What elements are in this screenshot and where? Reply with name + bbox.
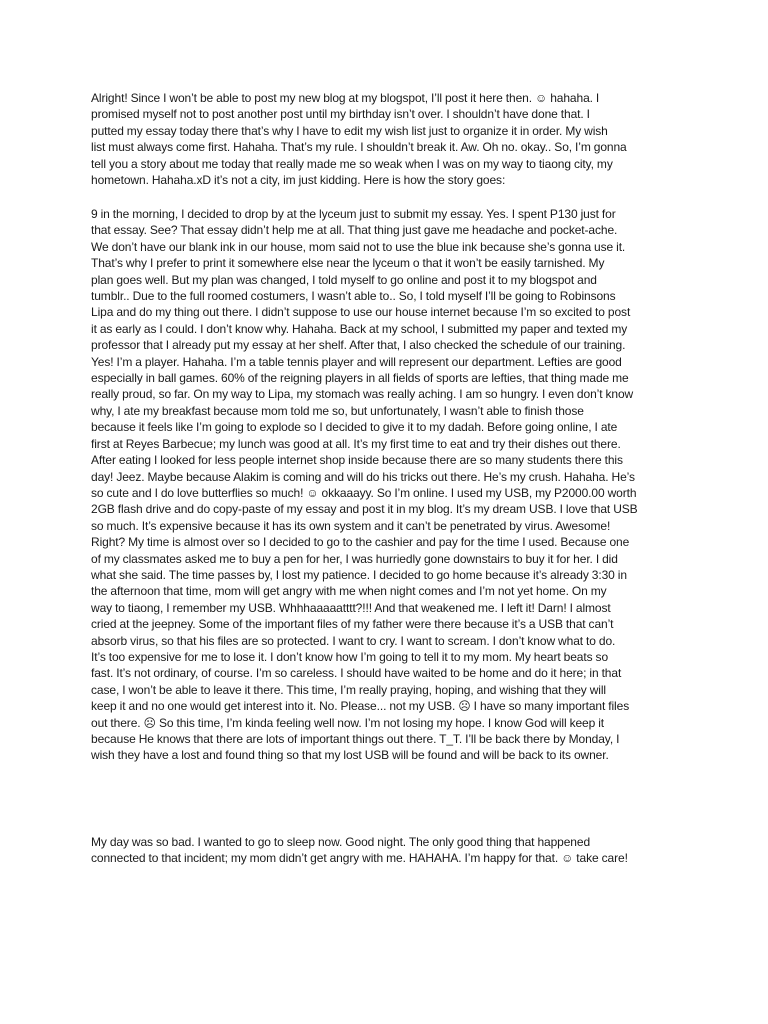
paragraph-story: 9 in the morning, I decided to drop by at the lyceum just to submit my essay. Yes. I spent P130 just for that essay. See? That essay didn’t help me at all. That thing just gave me headache and pocket-ache. We don’t have our blank ink in our house, mom said not to use the blue ink because she’s gonna use it. That’s why I prefer to print it somewhere else near the lyceum o that it won’t be easily tarnished. My plan goes well. But my plan was changed, I told myself to go online and post it to my blogspot and tumblr.. Due to the full roomed costumers, I wasn’t able to.. So, I told myself I’ll be going to Robinsons Lipa and do my thing out there. I didn’t suppose to use our house internet because I’m so excited to post it as early as I could. I don’t know why. Hahaha. Back at my school, I submitted my paper and texted my professor that I already put my essay at her shelf. After that, I also checked the schedule of our training. Yes! I’m a player. Hahaha. I’m a table tennis player and will represent our department. Lefties are good especially in ball games. 60% of the reigning players in all fields of sports are lefties, that thing made me really proud, so far. On my way to Lipa, my stomach was really aching. I am so hungry. I even don’t know why, I ate my breakfast because mom told me so, but unfortunately, I wasn’t able to finish those because it feels like I’m going to explode so I decided to give it to my dadah. Before going online, I ate first at Reyes Barbecue; my lunch was good at all. It’s my first time to eat and try their dishes out there. After eating I looked for less people internet shop inside because there are so many students there this day! Jeez. Maybe because Alakim is coming and will do his tricks out there. He’s my crush. Hahaha. He’s so cute and I do love butterflies so much! ☺ okkaaayy. So I’m online. I used my USB, my P2000.00 worth 2GB flash drive and do copy-paste of my essay and post it in my blog. It’s my dream USB. I love that USB so much. It’s expensive because it has its own system and it can’t be penetrated by virus. Awesome! Right? My time is almost over so I decided to go to the cashier and pay for the time I used. Because one of my classmates asked me to buy a pen for her, I was hurriedly gone downstairs to buy it for her. I did what she said. The time passes by, I lost my patience. I decided to go home because it’s already 3:30 in the afternoon that time, mom will get angry with me when night comes and I’m not yet home. On my way to tiaong, I remember my USB. Whhhaaaaatttt?!!! And that weakened me. I left it! Darn! I almost cried at the jeepney. Some of the important files of my father were there because it’s a USB that can’t absorb virus, so that his files are so protected. I want to cry. I want to scream. I don’t know what to do. It’s too expensive for me to lose it. I don’t know how I’m going to tell it to my mom. My heart beats so fast. It’s not ordinary, of course. I’m so careless. I should have waited to be home and do it here; in that case, I won’t be able to leave it there. This time, I’m really praying, hoping, and wishing that they will keep it and no one would get interest into it. No. Please... not my USB. ☹ I have so many important files out there. ☹ So this time, I’m kinda feeling well now. I’m not losing my hope. I know God will keep it because He knows that there are lots of important things out there. T_T. I’ll be back there by Monday, I wish they have a lost and found thing so that my lost USB will be found and will be back to its owner. xyxy=(91,207,638,763)
paragraph-intro: Alright! Since I won’t be able to post my new blog at my blogspot, I’ll post it here then. ☺ hahaha. I promised myself not to post another post until my birthday isn’t over. I shouldn’t have done that. I putted my essay today there that’s why I have to edit my wish list just to organize it in order. My wish list must always come first. Hahaha. That’s my rule. I shouldn’t break it. Aw. Oh no. okay.. So, I’m gonna tell you a story about me today that really made me so weak when I was on my way to tiaong city, my hometown. Hahaha.xD it’s not a city, im just kidding. Here is how the story goes: xyxy=(91,91,627,188)
paragraph-closing: My day was so bad. I wanted to go to sleep now. Good night. The only good thing that happened connected to that incident; my mom didn’t get angry with me. HAHAHA. I’m happy for that. ☺ take care! xyxy=(91,835,628,866)
